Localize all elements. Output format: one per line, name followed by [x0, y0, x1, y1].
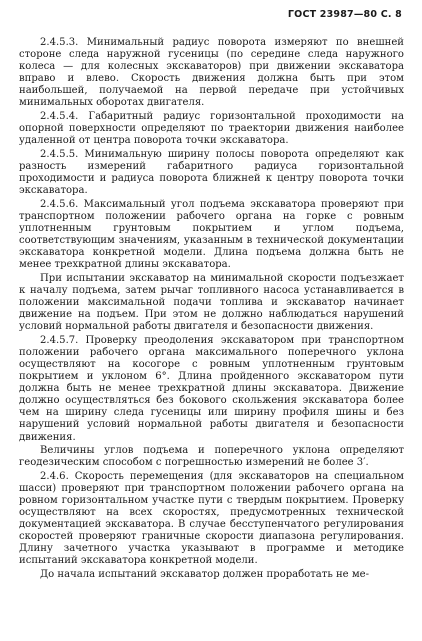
paragraph-2-4-5-3: 2.4.5.3. Минимальный радиус поворота измеряют по внешней стороне следа наружной гусеницы (по середине следа наружного колеса — для колесных экскаваторов) при движении экскаватора вправо и влево. Скорость движения должна быть при этом наибольшей, получаемой на первой передаче при устойчивых минимальных оборотах двигателя.	[19, 37, 404, 109]
paragraph-2-4-5-5: 2.4.5.5. Минимальную ширину полосы поворота определяют как разность измерений габаритного радиуса горизонтальной проходимости и радиуса поворота ближней к центру поворота точки экскаватора.	[19, 148, 404, 197]
paragraph-2-4-5-4: 2.4.5.4. Габаритный радиус горизонтальной проходимости на опорной поверхности определяют по траектории движения наиболее удаленной от центра поворота точки экскаватора.	[19, 111, 404, 147]
paragraph-angle-measurement: Величины углов подъема и поперечного уклона определяют геодезическим способом с погрешностью измерений не более 3′.	[19, 445, 404, 469]
body-text	[19, 37, 404, 581]
paragraph-test-procedure: При испытании экскаватор на минимальной скорости подъезжает к началу подъема, затем рычаг топливного насоса устанавливается в положении максимальной подачи топлива и экскаватор начинает движение на подъем. При этом не должно наблюдаться нарушений условий нормальной работы двигателя и безопасности движения.	[19, 272, 404, 333]
paragraph-2-4-5-6: 2.4.5.6. Максимальный угол подъема экскаватора проверяют при транспортном положении рабочего органа на горке с ровным уплотненным грунтовым покрытием и углом подъема, соответствующим значениям, указанным в технической документации экскаватора конкретной модели. Длина подъема должна быть не менее трехкратной длины экскаватора.	[19, 198, 404, 271]
running-head: ГОСТ 23987—80 С. 8	[287, 9, 402, 20]
paragraph-2-4-6: 2.4.6. Скорость перемещения (для экскаваторов на специальном шасси) проверяют при транспортном положении рабочего органа на ровном горизонтальном участке пути с твердым покрытием. Проверку осуществляют на всех скоростях, предусмотренных технической документацией экскаватора. В случае бесступенчатого регулирования скоростей проверяют граничные скорости диапазона регулирования. Длину зачетного участка указывают в программе и методике испытаний экскаватора конкретной модели.	[19, 470, 404, 567]
paragraph-2-4-5-7: 2.4.5.7. Проверку преодоления экскаватором при транспортном положении рабочего органа максимального поперечного уклона осуществляют на косогоре с ровным уплотненным грунтовым покрытием и уклоном 6°. Длина пройденного экскаватором пути должна быть не менее трехкратной длины экскаватора. Движение должно осуществляться без бокового скольжения экскаватора более чем на ширину следа гусеницы или ширину профиля шины и без нарушений условий нормальной работы двигателя и безопасности движения.	[19, 334, 404, 443]
paragraph-preliminary-run: До начала испытаний экскаватор должен проработать не ме-	[40, 569, 369, 581]
